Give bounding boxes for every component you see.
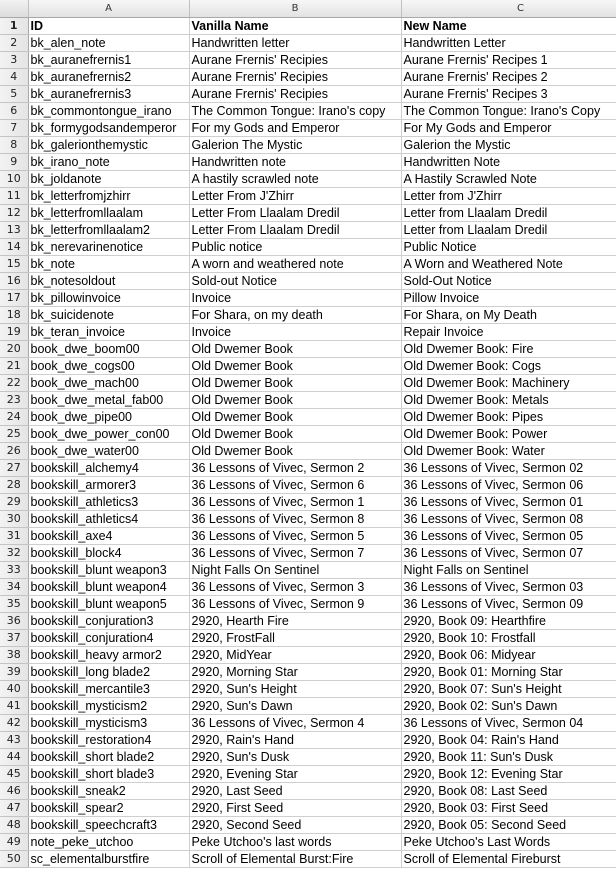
cell-new-name[interactable]: For Shara, on My Death [401,306,616,323]
cell-vanilla-name[interactable]: 36 Lessons of Vivec, Sermon 4 [189,714,401,731]
cell-new-name[interactable]: Handwritten Letter [401,34,616,51]
table-row [0,136,616,153]
cell-id[interactable]: bk_auranefrernis3 [28,85,189,102]
cell-id[interactable]: book_dwe_mach00 [28,374,189,391]
row-header[interactable]: 32 [0,544,28,561]
row-header[interactable]: 15 [0,255,28,272]
cell-vanilla-name[interactable]: 2920, First Seed [189,799,401,816]
cell-vanilla-name[interactable]: Scroll of Elemental Burst:Fire [189,850,401,867]
cell-new-name[interactable]: Old Dwemer Book: Metals [401,391,616,408]
cell-id[interactable]: bk_teran_invoice [28,323,189,340]
row-header[interactable]: 30 [0,510,28,527]
cell-new-name[interactable]: 2920, Book 04: Rain's Hand [401,731,616,748]
cell-id[interactable]: bookskill_spear2 [28,799,189,816]
table-row [0,663,616,680]
cell-id[interactable]: bk_letterfromllaalam [28,204,189,221]
table-row [0,170,616,187]
cell-id[interactable]: bookskill_conjuration4 [28,629,189,646]
table-row [0,221,616,238]
cell-vanilla-name[interactable]: Invoice [189,289,401,306]
table-row [0,731,616,748]
row-header[interactable]: 2 [0,34,28,51]
row-header[interactable]: 17 [0,289,28,306]
row-header[interactable]: 13 [0,221,28,238]
row-header[interactable]: 21 [0,357,28,374]
cell-id[interactable]: bookskill_block4 [28,544,189,561]
table-row [0,459,616,476]
cell-new-name[interactable]: For My Gods and Emperor [401,119,616,136]
cell-new-name-header[interactable]: New Name [401,17,616,34]
row-header[interactable]: 25 [0,425,28,442]
row-header[interactable]: 1 [0,17,28,34]
cell-new-name[interactable]: Aurane Frernis' Recipes 1 [401,51,616,68]
table-row [0,357,616,374]
table-row [0,85,616,102]
cell-vanilla-name[interactable]: 2920, Sun's Dawn [189,697,401,714]
cell-vanilla-name[interactable]: Peke Utchoo's last words [189,833,401,850]
table-row [0,833,616,850]
row-header[interactable]: 16 [0,272,28,289]
cell-new-name[interactable]: Repair Invoice [401,323,616,340]
cell-id[interactable]: bk_notesoldout [28,272,189,289]
cell-new-name[interactable]: 2920, Book 07: Sun's Height [401,680,616,697]
row-header[interactable]: 12 [0,204,28,221]
row-header[interactable]: 19 [0,323,28,340]
cell-new-name[interactable]: Old Dwemer Book: Water [401,442,616,459]
cell-vanilla-name[interactable]: Old Dwemer Book [189,374,401,391]
table-row [0,238,616,255]
cell-vanilla-name[interactable]: 2920, Evening Star [189,765,401,782]
table-row [0,51,616,68]
cell-vanilla-name[interactable]: 2920, Rain's Hand [189,731,401,748]
cell-new-name[interactable]: 2920, Book 02: Sun's Dawn [401,697,616,714]
cell-vanilla-name[interactable]: 2920, Last Seed [189,782,401,799]
cell-new-name[interactable]: Old Dwemer Book: Power [401,425,616,442]
table-row [0,765,616,782]
cell-vanilla-name[interactable]: 2920, Second Seed [189,816,401,833]
cell-vanilla-name[interactable]: Old Dwemer Book [189,408,401,425]
table-row [0,442,616,459]
row-header[interactable]: 14 [0,238,28,255]
row-header[interactable]: 26 [0,442,28,459]
cell-new-name[interactable]: 2920, Book 11: Sun's Dusk [401,748,616,765]
table-row [0,782,616,799]
cell-new-name[interactable]: 2920, Book 09: Hearthfire [401,612,616,629]
cell-id[interactable]: book_dwe_power_con00 [28,425,189,442]
cell-vanilla-name[interactable]: 2920, Sun's Dusk [189,748,401,765]
cell-new-name[interactable]: 2920, Book 12: Evening Star [401,765,616,782]
cell-new-name[interactable]: Public Notice [401,238,616,255]
row-header[interactable]: 27 [0,459,28,476]
cell-new-name[interactable]: Aurane Frernis' Recipes 2 [401,68,616,85]
row-header[interactable]: 23 [0,391,28,408]
row-header[interactable]: 37 [0,629,28,646]
cell-new-name[interactable]: 2920, Book 03: First Seed [401,799,616,816]
cell-id[interactable]: bk_nerevarinenotice [28,238,189,255]
cell-vanilla-name[interactable]: Aurane Frernis' Recipies [189,51,401,68]
cell-new-name[interactable]: 36 Lessons of Vivec, Sermon 02 [401,459,616,476]
cell-new-name[interactable]: 36 Lessons of Vivec, Sermon 09 [401,595,616,612]
cell-vanilla-name[interactable]: Old Dwemer Book [189,442,401,459]
cell-id[interactable]: bk_note [28,255,189,272]
table-row [0,850,616,867]
table-row [0,68,616,85]
cell-id-header[interactable]: ID [28,17,189,34]
cell-id[interactable]: bookskill_conjuration3 [28,612,189,629]
table-row [0,204,616,221]
cell-new-name[interactable]: 2920, Book 01: Morning Star [401,663,616,680]
row-header[interactable]: 47 [0,799,28,816]
cell-vanilla-name[interactable]: Aurane Frernis' Recipies [189,68,401,85]
cell-id[interactable]: bk_auranefrernis2 [28,68,189,85]
cell-vanilla-name[interactable]: 2920, MidYear [189,646,401,663]
cell-vanilla-name[interactable]: A hastily scrawled note [189,170,401,187]
cell-vanilla-name[interactable]: For Shara, on my death [189,306,401,323]
select-all-corner[interactable] [0,0,28,17]
row-header[interactable]: 49 [0,833,28,850]
cell-new-name[interactable]: 2920, Book 06: Midyear [401,646,616,663]
table-row [0,748,616,765]
cell-new-name[interactable]: 2920, Book 05: Second Seed [401,816,616,833]
table-header-row [0,17,616,34]
cell-vanilla-name[interactable]: 36 Lessons of Vivec, Sermon 7 [189,544,401,561]
row-header[interactable]: 45 [0,765,28,782]
cell-vanilla-name[interactable]: Galerion The Mystic [189,136,401,153]
cell-vanilla-name[interactable]: 36 Lessons of Vivec, Sermon 1 [189,493,401,510]
cell-vanilla-name[interactable]: Letter From Llaalam Dredil [189,204,401,221]
row-header[interactable]: 33 [0,561,28,578]
cell-vanilla-name[interactable]: 36 Lessons of Vivec, Sermon 5 [189,527,401,544]
row-header[interactable]: 34 [0,578,28,595]
cell-vanilla-name[interactable]: The Common Tongue: Irano's copy [189,102,401,119]
row-header[interactable]: 35 [0,595,28,612]
cell-vanilla-name[interactable]: Letter From J'Zhirr [189,187,401,204]
cell-vanilla-name[interactable]: 2920, Sun's Height [189,680,401,697]
table-row [0,714,616,731]
cell-id[interactable]: book_dwe_cogs00 [28,357,189,374]
table-row [0,629,616,646]
row-header[interactable]: 18 [0,306,28,323]
cell-id[interactable]: bookskill_speechcraft3 [28,816,189,833]
cell-id[interactable]: bk_letterfromllaalam2 [28,221,189,238]
row-header[interactable]: 6 [0,102,28,119]
cell-id[interactable]: book_dwe_boom00 [28,340,189,357]
cell-new-name[interactable]: 2920, Book 10: Frostfall [401,629,616,646]
column-header-c[interactable]: C [401,0,616,17]
cell-new-name[interactable]: Peke Utchoo's Last Words [401,833,616,850]
table-row [0,272,616,289]
cell-vanilla-name[interactable]: Old Dwemer Book [189,357,401,374]
cell-new-name[interactable]: Handwritten Note [401,153,616,170]
row-header[interactable]: 7 [0,119,28,136]
cell-new-name[interactable]: 36 Lessons of Vivec, Sermon 04 [401,714,616,731]
row-header[interactable]: 24 [0,408,28,425]
cell-id[interactable]: bk_formygodsandemperor [28,119,189,136]
row-header[interactable]: 9 [0,153,28,170]
cell-vanilla-name[interactable]: Letter From Llaalam Dredil [189,221,401,238]
cell-new-name[interactable]: 36 Lessons of Vivec, Sermon 08 [401,510,616,527]
cell-new-name[interactable]: Old Dwemer Book: Machinery [401,374,616,391]
cell-vanilla-name[interactable]: 2920, Hearth Fire [189,612,401,629]
cell-id[interactable]: book_dwe_pipe00 [28,408,189,425]
cell-new-name[interactable]: Galerion the Mystic [401,136,616,153]
row-header[interactable]: 48 [0,816,28,833]
row-header[interactable]: 44 [0,748,28,765]
cell-id[interactable]: bookskill_mysticism2 [28,697,189,714]
table-row [0,102,616,119]
cell-new-name[interactable]: Old Dwemer Book: Pipes [401,408,616,425]
cell-id[interactable]: bookskill_athletics4 [28,510,189,527]
table-row [0,544,616,561]
cell-vanilla-name[interactable]: Aurane Frernis' Recipies [189,85,401,102]
cell-vanilla-name[interactable]: Handwritten letter [189,34,401,51]
row-header[interactable]: 22 [0,374,28,391]
row-header[interactable]: 20 [0,340,28,357]
cell-new-name[interactable]: Letter from J'Zhirr [401,187,616,204]
cell-new-name[interactable]: Letter from Llaalam Dredil [401,221,616,238]
table-row [0,646,616,663]
table-row [0,391,616,408]
table-row [0,612,616,629]
cell-id[interactable]: sc_elementalburstfire [28,850,189,867]
table-row [0,510,616,527]
row-header[interactable]: 46 [0,782,28,799]
row-header[interactable]: 40 [0,680,28,697]
cell-id[interactable]: bookskill_axe4 [28,527,189,544]
column-header-b[interactable]: B [189,0,401,17]
cell-id[interactable]: note_peke_utchoo [28,833,189,850]
cell-new-name[interactable]: The Common Tongue: Irano's Copy [401,102,616,119]
cell-id[interactable]: bk_pillowinvoice [28,289,189,306]
cell-vanilla-name[interactable]: 2920, FrostFall [189,629,401,646]
table-row [0,323,616,340]
cell-id[interactable]: bookskill_blunt weapon4 [28,578,189,595]
table-row [0,595,616,612]
cell-new-name[interactable]: Old Dwemer Book: Fire [401,340,616,357]
row-header[interactable]: 43 [0,731,28,748]
row-header[interactable]: 11 [0,187,28,204]
table-row [0,680,616,697]
cell-id[interactable]: bk_commontongue_irano [28,102,189,119]
cell-new-name[interactable]: Letter from Llaalam Dredil [401,204,616,221]
cell-id[interactable]: bookskill_short blade3 [28,765,189,782]
row-header[interactable]: 50 [0,850,28,867]
table-row [0,340,616,357]
cell-id[interactable]: bookskill_blunt weapon3 [28,561,189,578]
cell-new-name[interactable]: 36 Lessons of Vivec, Sermon 01 [401,493,616,510]
cell-new-name[interactable]: Night Falls on Sentinel [401,561,616,578]
cell-new-name[interactable]: A Hastily Scrawled Note [401,170,616,187]
row-header[interactable]: 38 [0,646,28,663]
cell-vanilla-name[interactable]: 36 Lessons of Vivec, Sermon 8 [189,510,401,527]
column-header-row [0,0,616,17]
table-row [0,34,616,51]
cell-new-name[interactable]: 36 Lessons of Vivec, Sermon 05 [401,527,616,544]
cell-id[interactable]: bookskill_mercantile3 [28,680,189,697]
cell-new-name[interactable]: Sold-Out Notice [401,272,616,289]
cell-id[interactable]: bk_alen_note [28,34,189,51]
cell-new-name[interactable]: Old Dwemer Book: Cogs [401,357,616,374]
cell-id[interactable]: bookskill_athletics3 [28,493,189,510]
row-header[interactable]: 10 [0,170,28,187]
cell-id[interactable]: bookskill_sneak2 [28,782,189,799]
cell-id[interactable]: bookskill_mysticism3 [28,714,189,731]
row-header[interactable]: 5 [0,85,28,102]
cell-id[interactable]: bk_suicidenote [28,306,189,323]
table-row [0,697,616,714]
cell-vanilla-name[interactable]: Old Dwemer Book [189,391,401,408]
cell-id[interactable]: bk_irano_note [28,153,189,170]
table-row [0,578,616,595]
row-header[interactable]: 29 [0,493,28,510]
table-row [0,816,616,833]
row-header[interactable]: 36 [0,612,28,629]
cell-new-name[interactable]: A Worn and Weathered Note [401,255,616,272]
cell-id[interactable]: book_dwe_water00 [28,442,189,459]
cell-new-name[interactable]: 36 Lessons of Vivec, Sermon 07 [401,544,616,561]
row-header[interactable]: 39 [0,663,28,680]
cell-new-name[interactable]: 2920, Book 08: Last Seed [401,782,616,799]
cell-vanilla-name[interactable]: A worn and weathered note [189,255,401,272]
cell-vanilla-name[interactable]: 36 Lessons of Vivec, Sermon 6 [189,476,401,493]
table-row [0,476,616,493]
table-row [0,408,616,425]
cell-new-name[interactable]: Scroll of Elemental Fireburst [401,850,616,867]
table-row [0,119,616,136]
cell-id[interactable]: bk_auranefrernis1 [28,51,189,68]
table-row [0,425,616,442]
cell-vanilla-name[interactable]: 36 Lessons of Vivec, Sermon 2 [189,459,401,476]
cell-id[interactable]: bookskill_blunt weapon5 [28,595,189,612]
cell-vanilla-name[interactable]: 2920, Morning Star [189,663,401,680]
cell-id[interactable]: bookskill_short blade2 [28,748,189,765]
cell-vanilla-name[interactable]: 36 Lessons of Vivec, Sermon 3 [189,578,401,595]
cell-new-name[interactable]: Pillow Invoice [401,289,616,306]
table-row [0,374,616,391]
table-row [0,289,616,306]
row-header[interactable]: 42 [0,714,28,731]
cell-id[interactable]: bookskill_restoration4 [28,731,189,748]
cell-id[interactable]: bookskill_armorer3 [28,476,189,493]
cell-new-name[interactable]: 36 Lessons of Vivec, Sermon 06 [401,476,616,493]
row-header[interactable]: 41 [0,697,28,714]
cell-id[interactable]: bookskill_long blade2 [28,663,189,680]
cell-id[interactable]: bk_joldanote [28,170,189,187]
table-row [0,493,616,510]
table-row [0,561,616,578]
cell-id[interactable]: bk_letterfromjzhirr [28,187,189,204]
cell-id[interactable]: bookskill_heavy armor2 [28,646,189,663]
row-header[interactable]: 31 [0,527,28,544]
table-row [0,153,616,170]
cell-vanilla-name[interactable]: Invoice [189,323,401,340]
row-header[interactable]: 28 [0,476,28,493]
cell-vanilla-name[interactable]: Night Falls On Sentinel [189,561,401,578]
cell-vanilla-name[interactable]: Sold-out Notice [189,272,401,289]
cell-new-name[interactable]: 36 Lessons of Vivec, Sermon 03 [401,578,616,595]
table-row [0,306,616,323]
cell-id[interactable]: bookskill_alchemy4 [28,459,189,476]
cell-vanilla-name[interactable]: Old Dwemer Book [189,340,401,357]
column-header-a[interactable]: A [28,0,189,17]
cell-vanilla-name[interactable]: 36 Lessons of Vivec, Sermon 9 [189,595,401,612]
cell-vanilla-name[interactable]: Handwritten note [189,153,401,170]
cell-vanilla-name-header[interactable]: Vanilla Name [189,17,401,34]
row-header[interactable]: 4 [0,68,28,85]
table-row [0,799,616,816]
table-row [0,255,616,272]
cell-vanilla-name[interactable]: Old Dwemer Book [189,425,401,442]
cell-vanilla-name[interactable]: Public notice [189,238,401,255]
row-header[interactable]: 8 [0,136,28,153]
row-header[interactable]: 3 [0,51,28,68]
cell-new-name[interactable]: Aurane Frernis' Recipes 3 [401,85,616,102]
cell-vanilla-name[interactable]: For my Gods and Emperor [189,119,401,136]
cell-id[interactable]: bk_galerionthemystic [28,136,189,153]
cell-id[interactable]: book_dwe_metal_fab00 [28,391,189,408]
table-row [0,187,616,204]
table-row [0,527,616,544]
